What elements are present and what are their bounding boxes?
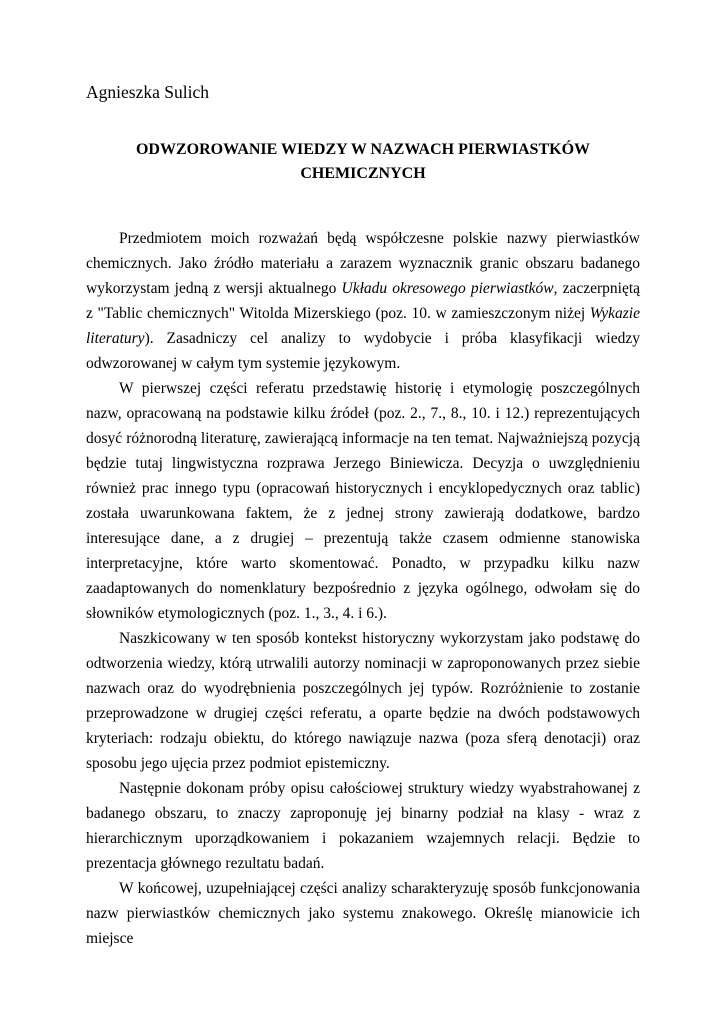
paragraph-5: W końcowej, uzupełniającej części analizy scharakteryzuję sposób funkcjonowania nazw pierwiastków chemicznych jako systemu znakowego. Określę mianowicie ich miejsce <box>86 880 640 947</box>
paragraph-4: Następnie dokonam próby opisu całościowej struktury wiedzy wyabstrahowanej z badanego obszaru, to znaczy zaproponuję jej binarny podział na klasy - wraz z hierarchicznym uporządkowaniem i pokazaniem wzajemnych relacji. Będzie to prezentacja głównego rezultatu badań. <box>86 780 640 872</box>
paragraph-1-italic-1: Układu okresowego pierwiastków <box>341 280 554 297</box>
paragraph-1-part-1: Przedmiotem moich rozważań będą współczesne polskie nazwy pierwiastków chemicznych. Jako źródło materiału a zarazem wyznacznik granic obszaru badanego wykorzystam jedną z wersji aktualnego <box>86 230 640 297</box>
document-page <box>86 80 640 951</box>
title-line-2: CHEMICZNYCH <box>300 165 426 182</box>
paragraph-3: Naszkicowany w ten sposób kontekst historyczny wykorzystam jako podstawę do odtworzenia wiedzy, którą utrwalili autorzy nominacji w zaproponowanych przez siebie nazwach oraz do wyodrębnienia poszczególnych jej typów. Rozróżnienie to zostanie przeprowadzone w drugiej części referatu, a oparte będzie na dwóch podstawowych kryteriach: rodzaju obiektu, do którego nawiązuje nazwa (poza sferą denotacji) oraz sposobu jego ujęcia przez podmiot epistemiczny. <box>86 630 640 772</box>
document-title <box>86 138 640 186</box>
paragraph-2: W pierwszej części referatu przedstawię historię i etymologię poszczególnych nazw, opracowaną na podstawie kilku źródeł (poz. 2., 7., 8., 10. i 12.) reprezentujących dosyć różnorodną literaturę, zawierającą informacje na ten temat. Najważniejszą pozycją będzie tutaj lingwistyczna rozprawa Jerzego Biniewicza. Decyzja o uwzględnieniu również prac innego typu (opracowań historycznych i encyklopedycznych oraz tablic) została uwarunkowana faktem, że z jednej strony zawierają dodatkowe, bardzo interesujące dane, a z drugiej – prezentują także czasem odmienne stanowiska interpretacyjne, które warto skomentować. Ponadto, w przypadku kilku nazw zaadaptowanych do nomenklatury bezpośrednio z języka ogólnego, odwołam się do słowników etymologicznych (poz. 1., 3., 4. i 6.). <box>86 380 640 622</box>
body-text <box>86 226 640 951</box>
author-name: Agnieszka Sulich <box>86 82 209 102</box>
paragraph-1-part-3: ). Zasadniczy cel analizy to wydobycie i próba klasyfikacji wiedzy odwzorowanej w całym tym systemie językowym. <box>86 330 640 372</box>
paragraph-1-part-2: , zaczerpniętą z "Tablic chemicznych" Witolda Mizerskiego (poz. 10. w zamieszczonym niżej <box>86 280 641 322</box>
title-line-1: ODWZOROWANIE WIEDZY W NAZWACH PIERWIASTKÓW <box>135 141 591 158</box>
paragraph-1 <box>86 226 640 376</box>
paragraph-1-italic-2: Wykazie literatury <box>86 305 640 347</box>
